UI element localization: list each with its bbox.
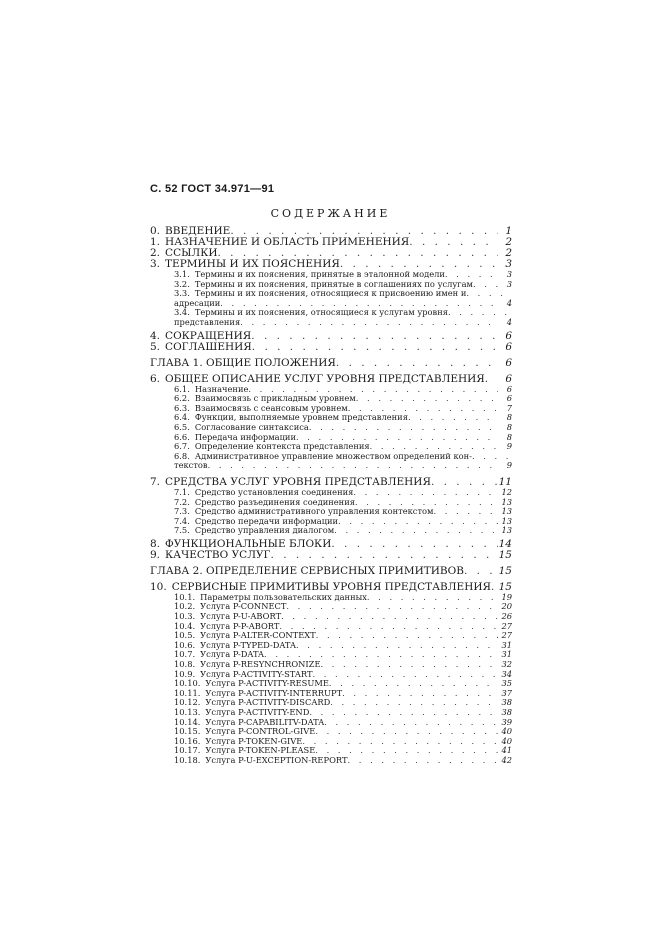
- toc-entry-title: Услуга P-CONNECT: [200, 601, 287, 612]
- toc-entry-number: 6.2.: [174, 393, 190, 404]
- toc-entry-number: 10.18.: [174, 754, 201, 765]
- toc-entry-number: 3.: [150, 258, 161, 270]
- toc-entry-page: 13: [501, 506, 512, 517]
- toc-entry-page: 15: [498, 548, 512, 561]
- toc-entry-number: 6.3.: [174, 402, 190, 413]
- toc-entry-page: 7: [506, 402, 512, 413]
- toc-entry-title: Услуга P-U-ABORT: [200, 611, 282, 622]
- toc-entry-title: НАЗНАЧЕНИЕ И ОБЛАСТЬ ПРИМЕНЕНИЯ: [165, 236, 410, 248]
- toc-entry-leader: [309, 708, 498, 718]
- toc-entry-page: 37: [501, 687, 512, 698]
- toc-entry-number: 10.16.: [174, 735, 201, 746]
- toc-entry-page: 31: [501, 639, 512, 650]
- toc-entry-page: 4: [506, 297, 512, 308]
- toc-entry-title: Функции, выполняемые уровнем представления: [194, 412, 408, 423]
- toc-entry-number: 10.15.: [174, 726, 201, 737]
- toc-entry: [150, 708, 512, 718]
- toc-entry-page: 2: [505, 247, 512, 259]
- toc-entry-leader: [321, 660, 499, 670]
- toc-entry-title: Термины и их пояснения, принятые в соглашениях по услугам: [194, 278, 473, 289]
- toc-entry-number: 10.4.: [174, 620, 196, 631]
- toc-entry-page: 34: [501, 668, 512, 679]
- toc-entry: [150, 689, 512, 699]
- toc-entry-number: 10.6.: [174, 639, 196, 650]
- toc-entry-number: 6.5.: [174, 421, 190, 432]
- toc-entry-title: Термины и их пояснения, принятые в эталонной модели: [194, 269, 445, 279]
- toc-entry-number: 10.9.: [174, 668, 196, 679]
- toc-entry-number: 10.17.: [174, 745, 201, 756]
- toc-entry: [150, 718, 512, 728]
- toc-entry-title: Услуга P-P-ABORT: [200, 620, 280, 631]
- toc-entry-title: Назначение: [194, 383, 249, 394]
- toc-entry-page: 9: [506, 441, 512, 452]
- toc-entry-title: Передача информации: [194, 431, 296, 442]
- toc-entry-title-continued: текстов: [174, 460, 208, 471]
- toc-entry-title: Услуга P-DATA: [200, 649, 265, 660]
- toc-entry-page: 15: [498, 564, 512, 577]
- toc-entry-leader: [315, 727, 498, 737]
- toc-entry-page: 12: [501, 486, 512, 497]
- toc-entry-page: 31: [501, 649, 512, 660]
- toc-entry-number: 0.: [150, 225, 161, 237]
- page-title: СОДЕРЖАНИЕ: [270, 207, 391, 220]
- toc-entry-title-continued: адресации: [174, 297, 221, 308]
- toc-entry-number: 6.6.: [174, 431, 190, 442]
- toc-entry-number: 7.4.: [174, 515, 190, 526]
- toc-entry-title: Услуга P-CONTROL-GIVE: [205, 726, 316, 737]
- toc-entry-leader: [348, 756, 498, 766]
- toc-entry-leader: [464, 566, 498, 577]
- toc-entry-number: 1.: [150, 236, 161, 248]
- toc-entry-title: Средство административного управления контекстом: [194, 506, 434, 517]
- toc-entry-leader: [356, 394, 498, 404]
- toc-entry-leader: [431, 477, 498, 488]
- toc-entry-page: 40: [501, 726, 512, 737]
- toc-entry: [150, 698, 512, 708]
- toc-entry-title: Услуга P-ACTIVITY-START: [200, 668, 313, 679]
- toc-entry-page: 3: [506, 269, 512, 279]
- toc-entry-title: КАЧЕСТВО УСЛУГ: [165, 548, 271, 561]
- toc-entry-page: 35: [501, 678, 512, 689]
- toc-entry-title: СРЕДСТВА УСЛУГ УРОВНЯ ПРЕДСТАВЛЕНИЯ: [165, 475, 431, 488]
- toc-entry-title: ОБЩЕЕ ОПИСАНИЕ УСЛУГ УРОВНЯ ПРЕДСТАВЛЕНИЯ: [165, 372, 485, 385]
- toc-entry-leader: [208, 461, 498, 471]
- toc-entry-title: Услуга P-TOKEN-GIVE: [205, 735, 303, 746]
- toc-entry-leader: [408, 413, 498, 423]
- toc-entry-leader: [330, 698, 498, 708]
- toc-entry-page: 6: [505, 329, 512, 342]
- toc-entry-page: 13: [501, 515, 512, 526]
- toc-entry-number: 3.4.: [174, 307, 190, 318]
- toc-entry-page: 8: [506, 421, 512, 432]
- toc-entry-number: 9.: [150, 548, 161, 561]
- toc-entry: [150, 670, 512, 680]
- toc-entry: [150, 727, 512, 737]
- toc-entry-number: 7.3.: [174, 506, 190, 517]
- toc-entry-number: 10.14.: [174, 716, 201, 727]
- toc-entry-page: 32: [501, 659, 512, 670]
- toc-entry-title: Административное управление множеством определений кон-: [194, 450, 472, 461]
- toc-entry-number: 2.: [150, 247, 161, 259]
- toc-entry-leader: [466, 289, 512, 299]
- toc-entry-title: Средство установления соединения: [194, 486, 354, 497]
- toc-entry-page: 42: [501, 754, 512, 765]
- toc-entry-leader: [309, 423, 498, 433]
- toc-entry-page: 27: [501, 620, 512, 631]
- page-header: С. 52 ГОСТ 34.971—91: [150, 183, 275, 195]
- toc-entry-page: 4: [506, 316, 512, 327]
- toc-entry-number: 10.1.: [174, 591, 196, 602]
- toc-entry-leader: [271, 550, 498, 561]
- toc-entry: [150, 550, 512, 561]
- toc-entry-number: 3.2.: [174, 278, 190, 289]
- toc-entry-number: 3.3.: [174, 288, 190, 299]
- toc-entry-number: 10.12.: [174, 697, 201, 708]
- toc-entry-number: 10.11.: [174, 687, 201, 698]
- toc-entry-number: 10.: [150, 580, 167, 593]
- toc-entry-title: Средство передачи информации: [194, 515, 339, 526]
- toc-entry-page: 11: [498, 475, 512, 488]
- toc-entry-leader: [302, 737, 498, 747]
- toc-entry-leader: [316, 631, 498, 641]
- toc-entry-number: 7.: [150, 475, 161, 488]
- toc-entry-number: 6.: [150, 372, 161, 385]
- toc-entry-page: 19: [501, 591, 512, 602]
- toc-entry-title: Согласование синтаксиса: [194, 421, 309, 432]
- toc-entry-leader: [281, 612, 498, 622]
- toc-entry-title: Определение контекста представления: [194, 441, 370, 452]
- toc-entry-number: 10.5.: [174, 630, 196, 641]
- toc-entry-leader: [338, 517, 498, 527]
- toc-entry-title: Услуга P-ACTIVITY-DISCARD: [205, 697, 331, 708]
- toc-entry-title: Термины и их пояснения, относящиеся к присвоению имен и: [194, 288, 467, 299]
- toc-entry-leader: [472, 452, 512, 462]
- toc-entry-leader: [286, 602, 498, 612]
- toc-entry-leader: [252, 342, 498, 353]
- toc-entry-leader: [240, 318, 498, 328]
- toc-entry-page: 26: [501, 611, 512, 622]
- toc-entry-title: Услуга P-ACTIVITY-INTERRUPT: [205, 687, 343, 698]
- toc-entry-title: ФУНКЦИОНАЛЬНЫЕ БЛОКИ: [165, 537, 332, 550]
- toc-entry-title: Услуга P-U-EXCEPTION-REPORT: [205, 754, 348, 765]
- toc-entry-title: СЕРВИСНЫЕ ПРИМИТИВЫ УРОВНЯ ПРЕДСТАВЛЕНИЯ: [171, 580, 491, 593]
- toc-entry-page: 27: [501, 630, 512, 641]
- toc-entry-number: 6.4.: [174, 412, 190, 423]
- toc-entry-title: Услуга P-CAPABILITV-DATA: [205, 716, 325, 727]
- toc-entry-number: 10.8.: [174, 659, 196, 670]
- toc-entry-leader: [448, 308, 512, 318]
- toc-entry-leader: [329, 679, 498, 689]
- toc-entry-title: Услуга P-ALTER-CONTEXT: [200, 630, 316, 641]
- toc-entry-page: 20: [501, 601, 512, 612]
- toc-entry-continuation: [150, 318, 512, 328]
- toc-entry-title: ГЛАВА 2. ОПРЕДЕЛЕНИЕ СЕРВИСНЫХ ПРИМИТИВОВ: [150, 564, 464, 577]
- toc-entry-page: 9: [506, 460, 512, 471]
- toc-entry-page: 38: [501, 697, 512, 708]
- toc-entry-leader: [296, 641, 498, 651]
- toc-entry-number: 7.1.: [174, 486, 190, 497]
- toc-entry-page: 3: [505, 258, 512, 270]
- toc-entry-title: Взаимосвязь с прикладным уровнем: [194, 393, 356, 404]
- toc-entry-leader: [342, 689, 498, 699]
- toc-entry-title: СОГЛАШЕНИЯ: [165, 340, 252, 353]
- toc-entry: [150, 756, 512, 766]
- toc-entry-number: 10.13.: [174, 707, 201, 717]
- toc-entry-leader: [313, 670, 499, 680]
- toc-entry-title: Услуга P-TYPED-DATA: [200, 639, 297, 650]
- toc-entry-title-continued: представления: [174, 316, 241, 327]
- toc-entry-page: 15: [498, 580, 512, 593]
- toc-entry-number: 10.10.: [174, 678, 201, 689]
- toc-entry-page: 6: [505, 372, 512, 385]
- toc-entry-title: Услуга P-ACTIVITY-END: [205, 707, 310, 717]
- toc-entry-page: 6: [506, 383, 512, 394]
- toc-entry-leader: [334, 526, 498, 536]
- toc-entry-page: 13: [501, 496, 512, 507]
- toc-entry-leader: [251, 331, 498, 342]
- toc-entry-number: 4.: [150, 329, 161, 342]
- toc-entry-page: 6: [505, 356, 512, 369]
- toc-entry: [150, 358, 512, 369]
- toc-entry-title: ГЛАВА 1. ОБЩИЕ ПОЛОЖЕНИЯ: [150, 356, 336, 369]
- toc-entry-title: ТЕРМИНЫ И ИХ ПОЯСНЕНИЯ: [165, 258, 340, 270]
- toc-entry-leader: [336, 358, 498, 369]
- toc-entry-page: 8: [506, 431, 512, 442]
- toc-entry-page: 8: [506, 412, 512, 423]
- toc-entry: [150, 342, 512, 353]
- toc-entry-page: 39: [501, 716, 512, 727]
- toc-entry-number: 10.2.: [174, 601, 196, 612]
- toc-entry-number: 10.3.: [174, 611, 196, 622]
- toc-entry: [150, 566, 512, 577]
- toc-entry-title: ВВЕДЕНИЕ: [165, 225, 231, 237]
- toc-entry-page: 13: [501, 525, 512, 536]
- toc-entry-title: Параметры пользовательских данных: [200, 591, 367, 602]
- toc-entry: [150, 737, 512, 747]
- toc-entry-title: СОКРАЩЕНИЯ: [165, 329, 252, 342]
- toc-entry-leader: [485, 374, 498, 385]
- toc-entry-title: Взаимосвязь с сеансовым уровнем: [194, 402, 348, 413]
- toc-entry-leader: [434, 507, 499, 517]
- toc-entry-title: ССЫЛКИ: [165, 247, 218, 259]
- toc-entry: [150, 374, 512, 385]
- toc-entry-leader: [353, 488, 498, 498]
- toc-entry-page: 6: [506, 393, 512, 404]
- toc-entry-page: 6: [505, 340, 512, 353]
- toc-entry-title: Средство управления диалогом: [194, 525, 335, 536]
- toc-entry-page: 2: [505, 236, 512, 248]
- toc-entry-number: 3.1.: [174, 269, 190, 279]
- toc-entry-title: Термины и их пояснения, относящиеся к услугам уровня: [194, 307, 448, 318]
- toc-entry-page: 3: [506, 278, 512, 289]
- toc-entry-number: 7.5.: [174, 525, 190, 536]
- toc-entry-page: 1: [505, 225, 512, 237]
- toc-entry: [150, 526, 512, 536]
- toc-entry-leader: [324, 718, 498, 728]
- toc-entry-title: Услуга P-TOKEN-PLEASE: [205, 745, 316, 756]
- toc-entry-page: 14: [498, 537, 512, 550]
- toc-entry-leader: [409, 237, 498, 248]
- toc-entry-leader: [331, 539, 498, 550]
- table-of-contents: [150, 226, 512, 766]
- toc-entry-number: 6.8.: [174, 450, 190, 461]
- toc-entry-leader: [367, 593, 498, 603]
- toc-entry-title: Услуга P-ACTIVITY-RESUME: [205, 678, 329, 689]
- toc-entry-number: 7.2.: [174, 496, 190, 507]
- toc-entry-page: 41: [501, 745, 512, 756]
- toc-entry-number: 5.: [150, 340, 161, 353]
- toc-entry-number: 8.: [150, 537, 161, 550]
- toc-entry: [150, 331, 512, 342]
- toc-entry-leader: [473, 280, 498, 290]
- toc-entry-title: Средство разъединения соединения: [194, 496, 355, 507]
- toc-entry-number: 6.7.: [174, 441, 190, 452]
- toc-entry-title: Услуга P-RESYNCHRONIZE: [200, 659, 321, 670]
- toc-entry-leader: [491, 582, 498, 593]
- toc-entry-continuation: [150, 461, 512, 471]
- toc-entry-number: 10.7.: [174, 649, 196, 660]
- toc-entry-number: 6.1.: [174, 383, 190, 394]
- toc-entry-page: 40: [501, 735, 512, 746]
- toc-entry-page: 38: [501, 707, 512, 717]
